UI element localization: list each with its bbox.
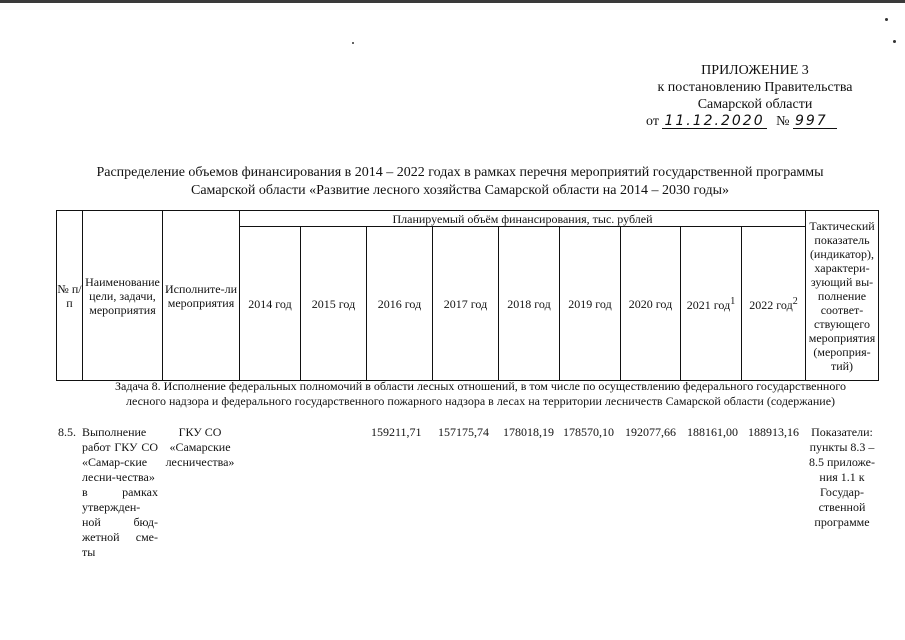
- scan-speck: [352, 42, 354, 44]
- header-year: 2014 год: [240, 227, 301, 381]
- header-year: 2018 год: [499, 227, 560, 381]
- row-executor: ГКУ СО «Самарские лесничества»: [165, 425, 235, 469]
- task-heading-line-1: Задача 8. Исполнение федеральных полномочий в области лесных отношений, в том числе по осуществлению федерального государственного: [115, 379, 846, 393]
- header-number: № п/п: [57, 211, 83, 381]
- from-label: от: [646, 114, 659, 129]
- header-indicator: Тактический показатель (индикатор), характери-зующий вы-полнение соответ-ствующего мероприятия (мероприя-тий): [806, 211, 879, 381]
- row-indicator: Показатели: пункты 8.3 – 8.5 приложе-ния 1.1 к Государ-ственной программе: [809, 425, 875, 529]
- appendix-title: ПРИЛОЖЕНИЕ 3: [701, 63, 809, 78]
- header-year-2021: [681, 227, 742, 381]
- row-value-2019: 188161,00: [687, 425, 738, 439]
- appendix-date-line: [620, 113, 890, 130]
- handwritten-number: 997: [793, 114, 837, 129]
- row-number: 8.5.: [58, 425, 76, 439]
- scan-speck: [893, 40, 896, 43]
- scan-top-border: [0, 0, 905, 3]
- scan-speck: [885, 18, 888, 21]
- document-title-line-1: Распределение объемов финансирования в 2014 – 2022 годах в рамках перечня мероприятий государственной программы: [96, 165, 824, 180]
- appendix-line-2: Самарской области: [697, 97, 813, 112]
- year-label: 2022 год: [749, 298, 793, 312]
- header-year: 2019 год: [560, 227, 621, 381]
- row-value-2018: 192077,66: [625, 425, 676, 439]
- year-label: 2021 год: [686, 298, 731, 312]
- document-title-line-2: Самарской области «Развитие лесного хозяйства Самарской области на 2014 – 2030 годы»: [191, 183, 729, 198]
- document-title: [20, 164, 900, 200]
- footnote-mark: 1: [730, 296, 736, 307]
- row-value-2015: 157175,74: [438, 425, 489, 439]
- header-funding: Планируемый объём финансирования, тыс. рублей: [240, 211, 806, 227]
- task-heading: [58, 379, 903, 409]
- handwritten-date: 11.12.2020: [664, 113, 765, 129]
- number-label: №: [776, 114, 790, 129]
- row-value-2014: 159211,71: [371, 425, 422, 439]
- appendix-header: [620, 62, 890, 130]
- row-value-2020: 188913,16: [748, 425, 799, 439]
- header-executor: Исполните-ли мероприятия: [163, 211, 240, 381]
- header-year: 2020 год: [621, 227, 681, 381]
- task-heading-line-2: лесного надзора и федерального государственного пожарного надзора в лесах на территории лесничеств Самарской области (содержание): [125, 394, 836, 408]
- header-year: 2015 год: [301, 227, 367, 381]
- appendix-line-1: к постановлению Правительства: [657, 80, 853, 95]
- header-name: Наименование цели, задачи, мероприятия: [83, 211, 163, 381]
- header-year: 2017 год: [433, 227, 499, 381]
- footnote-mark: 2: [792, 296, 798, 307]
- row-value-2016: 178018,19: [503, 425, 554, 439]
- header-year: 2016 год: [367, 227, 433, 381]
- row-value-2017: 178570,10: [563, 425, 614, 439]
- row-activity-name: Выполнение работ ГКУ СО «Самар-ские лесни-чества» в рамках утвержден-ной бюд-жетной сме-ты: [82, 425, 158, 559]
- financing-table: [56, 210, 879, 381]
- header-year-2022: [742, 227, 806, 381]
